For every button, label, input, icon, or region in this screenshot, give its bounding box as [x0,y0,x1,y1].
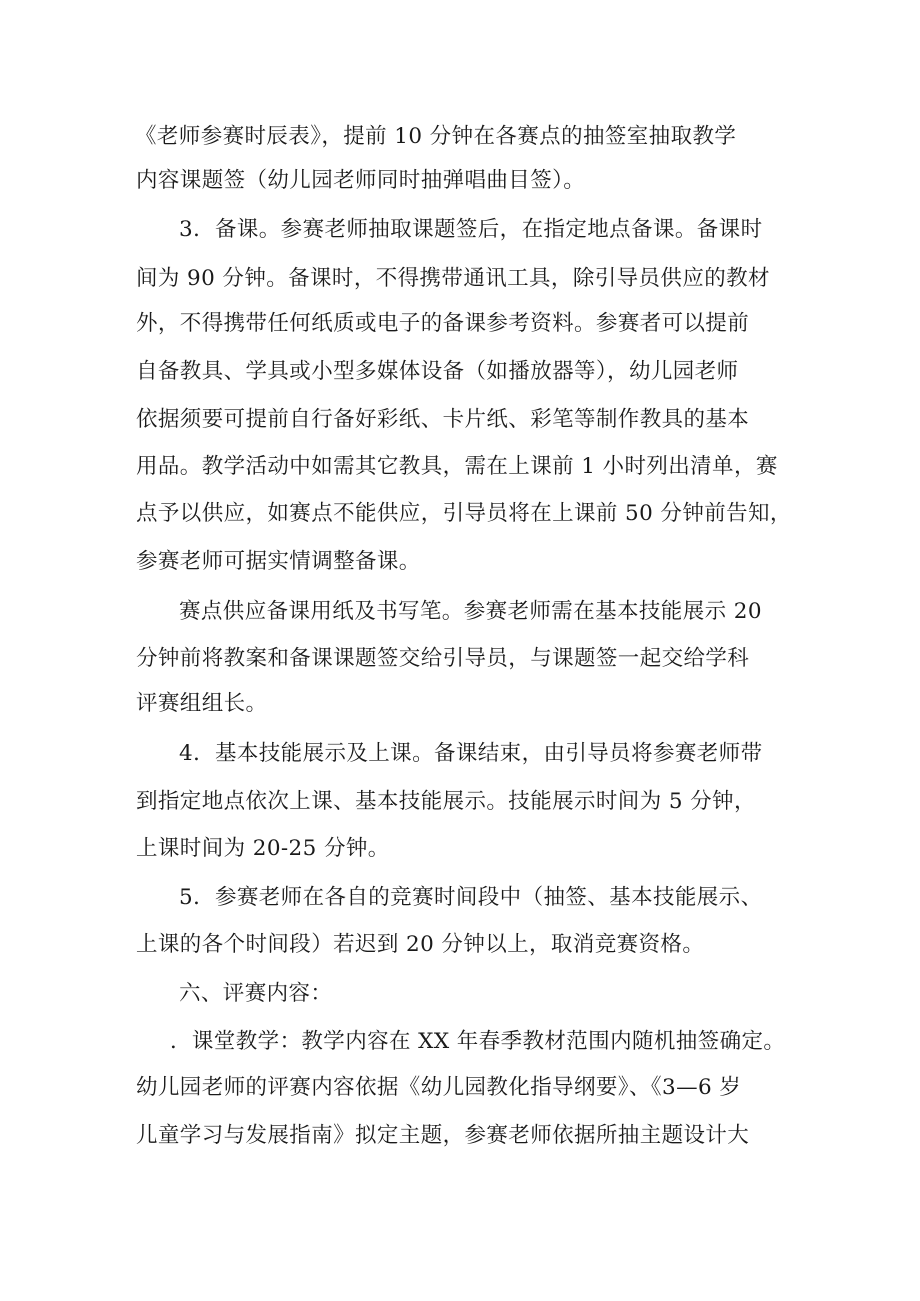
text-line: 3．备课。参赛老师抽取课题签后，在指定地点备课。备课时 [179,217,763,242]
text-line: 分钟前将教案和备课课题签交给引导员，与课题签一起交给学科 [136,646,750,671]
text-line: 上课时间为 20-25 分钟。 [136,836,390,861]
text-line: 4．基本技能展示及上课。备课结束，由引导员将参赛老师带 [179,741,763,766]
text-line: 《老师参赛时辰表》，提前 10 分钟在各赛点的抽签室抽取教学 [135,124,737,149]
text-line: 幼儿园老师的评赛内容依据《幼儿园教化指导纲要》、《3—6 岁 [136,1075,742,1100]
text-line: 5．参赛老师在各自的竞赛时间段中（抽签、基本技能展示、 [179,885,763,910]
text-line: 参赛老师可据实情调整备课。 [136,549,421,574]
text-line: 用品。教学活动中如需其它教具，需在上课前 1 小时列出清单，赛 [136,454,778,479]
section-heading: 六、评赛内容： [179,981,333,1006]
text-line: 上课的各个时间段）若迟到 20 分钟以上，取消竞赛资格。 [136,932,705,957]
text-line: 赛点供应备课用纸及书写笔。参赛老师需在基本技能展示 20 [179,599,762,624]
text-line: 依据须要可提前自行备好彩纸、卡片纸、彩笔等制作教具的基本 [136,407,750,432]
text-line: ．课堂教学：教学内容在 XX 年春季教材范围内随机抽签确定。 [170,1029,786,1054]
text-line: 评赛组组长。 [136,691,268,716]
text-line: 儿童学习与发展指南》拟定主题，参赛老师依据所抽主题设计大 [136,1123,750,1148]
text-line: 点予以供应，如赛点不能供应，引导员将在上课前 50 分钟前告知， [136,501,792,526]
text-line: 到指定地点依次上课、基本技能展示。技能展示时间为 5 分钟， [136,789,756,814]
text-line: 内容课题签（幼儿园老师同时抽弹唱曲目签）。 [136,168,586,193]
text-line: 自备教具、学具或小型多媒体设备（如播放器等），幼儿园老师 [136,359,739,384]
text-line: 间为 90 分钟。备课时，不得携带通讯工具，除引导员供应的教材 [136,266,770,291]
text-line: 外，不得携带任何纸质或电子的备课参考资料。参赛者可以提前 [136,311,750,336]
